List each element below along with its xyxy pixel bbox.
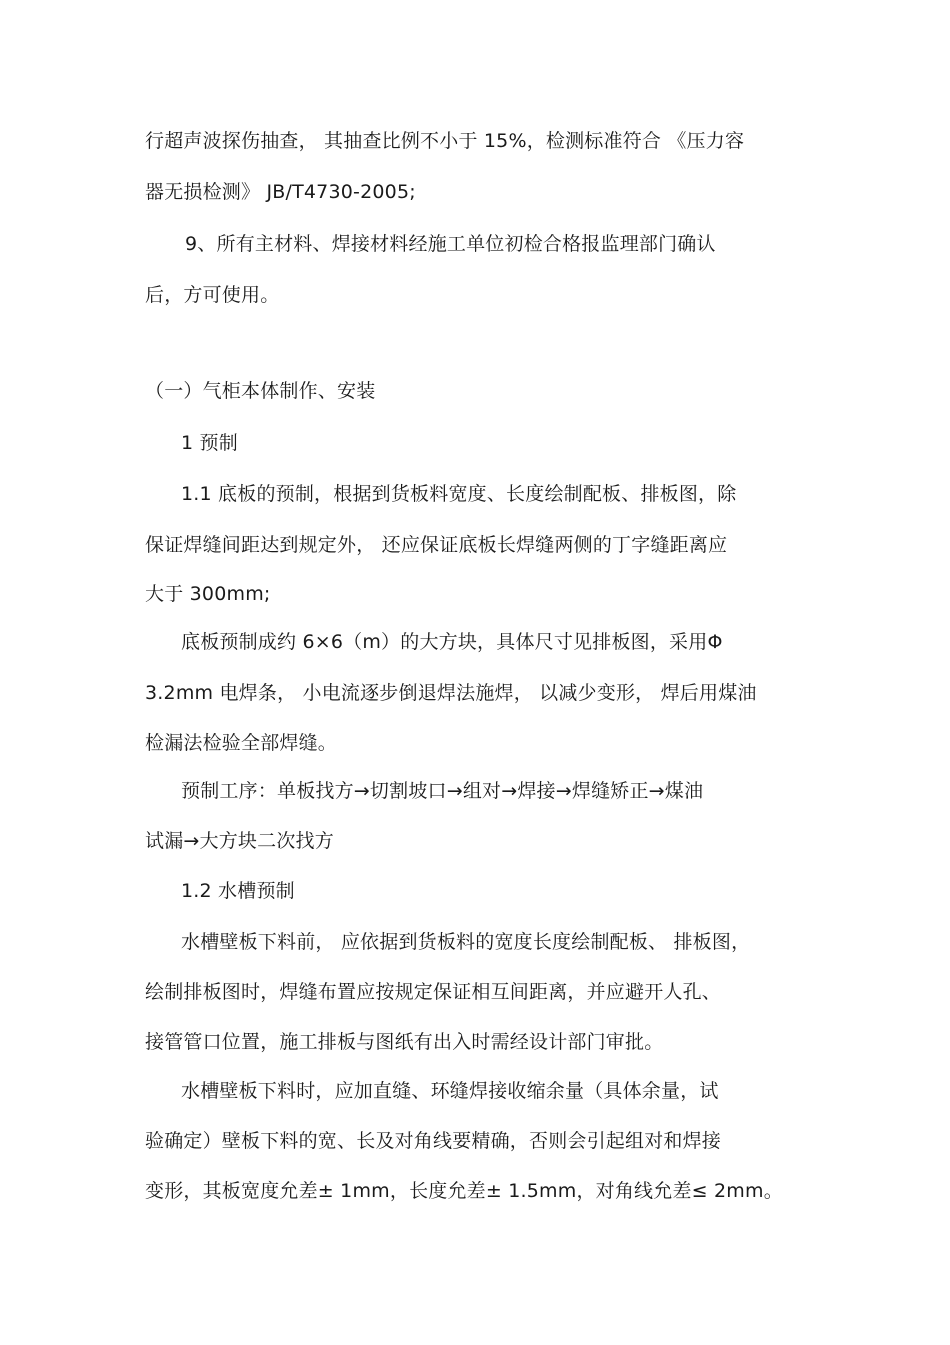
- paragraph-1-1-line-2: 保证焊缝间距达到规定外， 还应保证底板长焊缝两侧的丁字缝距离应: [145, 534, 728, 556]
- process-line-2: 试漏→大方块二次找方: [145, 830, 334, 852]
- section-heading: （一）气柜本体制作、安装: [145, 380, 376, 402]
- paragraph-tank-line-1: 水槽壁板下料前， 应依据到货板料的宽度长度绘制配板、 排板图，: [181, 931, 751, 953]
- paragraph-cut-line-1: 水槽壁板下料时，应加直缝、环缝焊接收缩余量（具体余量，试: [181, 1080, 719, 1102]
- paragraph-line-1: 行超声波探伤抽查， 其抽查比例不小于 15%，检测标准符合 《压力容: [145, 130, 745, 152]
- paragraph-cut-line-3: 变形，其板宽度允差± 1mm，长度允差± 1.5mm，对角线允差≤ 2mm。: [145, 1180, 783, 1202]
- paragraph-tank-line-3: 接管管口位置，施工排板与图纸有出入时需经设计部门审批。: [145, 1031, 664, 1053]
- paragraph-1-1-line-1: 1.1 底板的预制，根据到货板料宽度、长度绘制配板、排板图，除: [181, 483, 737, 505]
- item-9-line-2: 后，方可使用。: [145, 284, 280, 306]
- paragraph-tank-line-2: 绘制排板图时，焊缝布置应按规定保证相互间距离，并应避开人孔、: [145, 981, 722, 1003]
- paragraph-plate-line-3: 检漏法检验全部焊缝。: [145, 732, 338, 754]
- paragraph-cut-line-2: 验确定）壁板下料的宽、长及对角线要精确，否则会引起组对和焊接: [145, 1130, 722, 1152]
- paragraph-plate-line-1: 底板预制成约 6×6（m）的大方块，具体尺寸见排板图，采用Φ: [181, 631, 723, 653]
- paragraph-line-2: 器无损检测》 JB/T4730-2005;: [145, 181, 416, 203]
- process-line-1: 预制工序：单板找方→切割坡口→组对→焊接→焊缝矫正→煤油: [181, 780, 704, 802]
- paragraph-plate-line-2: 3.2mm 电焊条， 小电流逐步倒退焊法施焊， 以减少变形， 焊后用煤油: [145, 682, 757, 704]
- item-9-line-1: 9、所有主材料、焊接材料经施工单位初检合格报监理部门确认: [185, 233, 716, 255]
- subsection-heading-1-2: 1.2 水槽预制: [181, 880, 295, 902]
- paragraph-1-1-line-3: 大于 300mm;: [145, 583, 271, 605]
- subsection-heading-1: 1 预制: [181, 432, 238, 454]
